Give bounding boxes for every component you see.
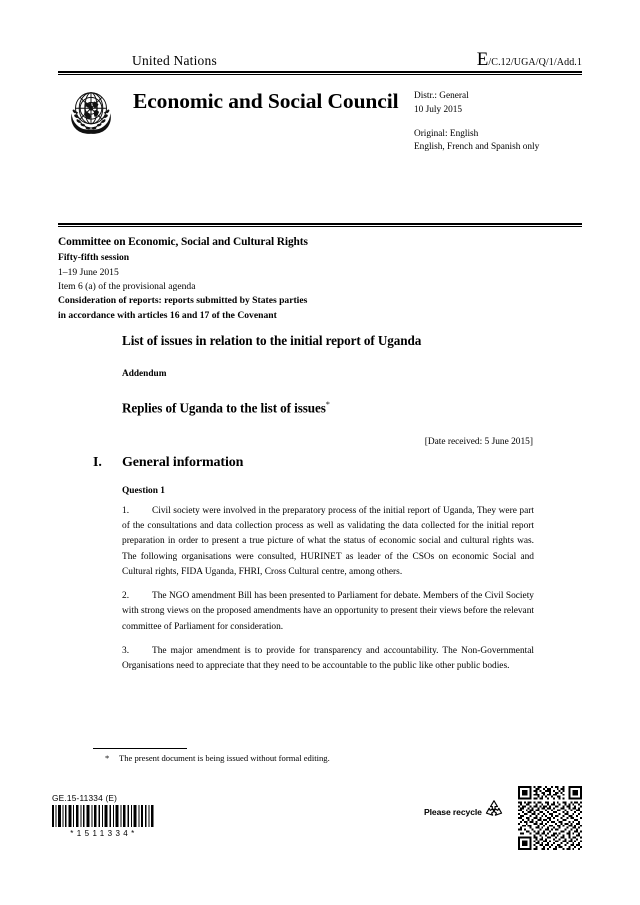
document-symbol (477, 50, 582, 69)
committee-consideration-line-1: Consideration of reports: reports submitted by States parties (58, 295, 308, 307)
body-content (122, 486, 534, 683)
un-emblem-icon (60, 81, 122, 143)
page-title: List of issues in relation to the initial report of Uganda (122, 333, 422, 348)
council-title: Economic and Social Council (133, 89, 399, 114)
question-heading: Question 1 (122, 486, 165, 496)
masthead-rule-thick (58, 71, 582, 73)
paragraph-text: The NGO amendment Bill has been presented to Parliament for debate. Members of the Civil Society with strong views on the proposed amendments have an opportunity to present their views before the relevant committee of Parliament for consideration. (122, 591, 534, 632)
distribution-date: 10 July 2015 (414, 104, 463, 115)
footnote-marker: * (105, 753, 110, 763)
recycle-notice (424, 798, 505, 825)
committee-session: Fifty-fifth session (58, 252, 130, 264)
paragraph-text: The major amendment is to provide for transparency and accountability. The Non-Governmental Organisations need to appreciate that they need to be accountable to the public like other public bodies. (122, 645, 534, 672)
title-block (122, 333, 534, 447)
committee-rule-thin (58, 226, 582, 227)
organization-name: United Nations (132, 53, 217, 68)
section-heading (93, 455, 534, 471)
document-symbol-rest: /C.12/UGA/Q/1/Add.1 (488, 57, 582, 68)
replies-title-text: Replies of Uganda to the list of issues (122, 400, 326, 416)
distribution-line: Distr.: General (414, 91, 469, 102)
paragraph-text: Civil society were involved in the preparatory process of the initial report of Uganda, They were part of the consultations and data collection process as well as validating the data collected for the initial report preparation in order to present a true picture of what the status of economic social and cultural rights was. The following organisations were consulted, HURINET as leader of the CSOs on economic Social and Cultural rights, FIDA Uganda, FHRI, Cross Cultural centre, among others. (122, 506, 534, 577)
recycle-icon (483, 798, 505, 820)
paragraph-number: 1. (122, 506, 130, 516)
document-symbol-prefix: E (476, 49, 489, 70)
distribution-spacer (414, 117, 582, 128)
paragraph (122, 644, 534, 674)
committee-divider (58, 223, 582, 227)
footnote-reference-marker: * (325, 400, 330, 409)
masthead-body-row (58, 75, 582, 154)
masthead (58, 50, 582, 154)
recycle-label: Please recycle (424, 806, 482, 817)
committee-name: Committee on Economic, Social and Cultural Rights (58, 236, 308, 248)
footnote-separator (93, 748, 187, 749)
available-languages: English, French and Spanish only (414, 141, 540, 152)
addendum-label: Addendum (122, 369, 167, 379)
committee-agenda-item: Item 6 (a) of the provisional agenda (58, 280, 196, 292)
committee-block (58, 234, 582, 323)
section-number: I. (93, 455, 102, 470)
barcode-digits: *1511334* (70, 829, 138, 838)
committee-consideration-line-2: in accordance with articles 16 and 17 of the Covenant (58, 309, 277, 321)
paragraph-number: 2. (122, 591, 130, 602)
distribution-block (414, 81, 582, 154)
original-language: Original: English (414, 128, 479, 139)
footnote-text: The present document is being issued without formal editing. (119, 753, 330, 763)
paragraph (122, 589, 534, 635)
qr-code-icon (518, 786, 582, 850)
section-title: General information (122, 455, 244, 470)
masthead-top-row (58, 50, 582, 71)
paragraph-number: 3. (122, 645, 130, 656)
date-received: [Date received: 5 June 2015] (424, 437, 533, 448)
footnote (105, 753, 525, 763)
committee-rule-thick (58, 223, 582, 225)
committee-session-dates: 1–19 June 2015 (58, 266, 119, 278)
replies-title (122, 400, 534, 416)
paragraph (122, 504, 534, 580)
barcode-icon (52, 805, 156, 832)
job-number: GE.15-11334 (E) (52, 793, 118, 803)
